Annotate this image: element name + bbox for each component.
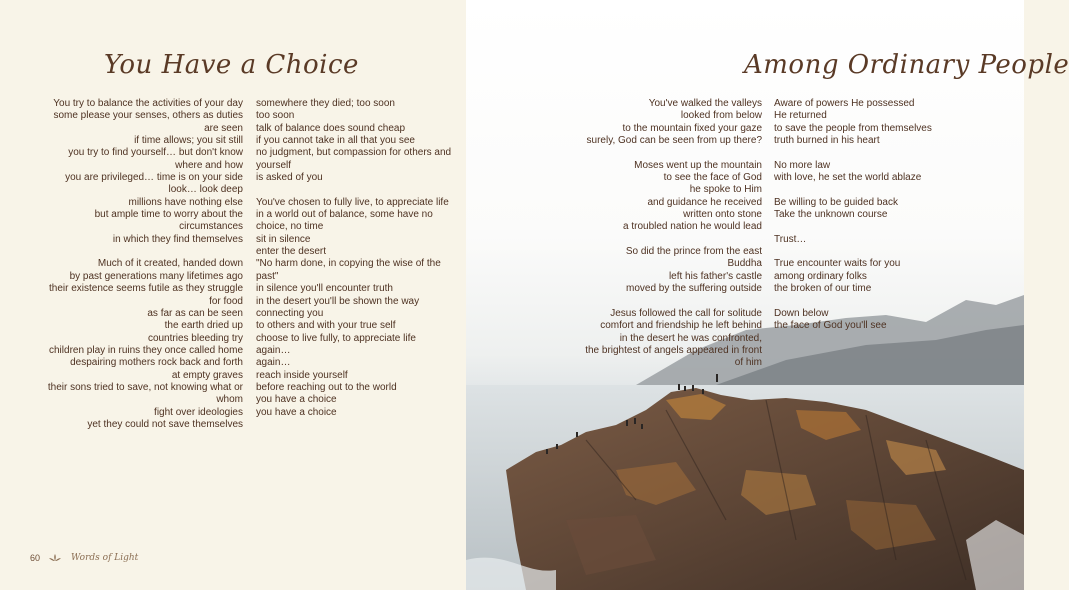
poem-line	[774, 221, 1004, 233]
poem-line: He returned	[774, 110, 827, 122]
poem-line: the broken of our time	[774, 283, 872, 295]
poem-line: millions have nothing else	[128, 196, 243, 208]
poem-line: True encounter waits for you	[774, 258, 901, 270]
poem-line: looked from below	[680, 110, 762, 122]
poem-line: choice, no time	[256, 221, 324, 233]
page-title-left: You Have a Choice	[104, 50, 359, 80]
poem-line: by past generations many lifetimes ago	[69, 270, 243, 282]
poem-line: of him	[734, 357, 762, 369]
poem-line: choose to live fully, to appreciate life	[256, 332, 416, 344]
poem-line: You've chosen to fully live, to appreciate life	[256, 196, 449, 208]
poem-line: to see the face of God	[663, 172, 762, 184]
poem-line: you have a choice	[256, 394, 337, 406]
poem-line: children play in ruins they once called home	[49, 344, 243, 356]
poem-line: moved by the suffering outside	[625, 283, 762, 295]
poem-line: "No harm done, in copying the wise of the	[256, 258, 441, 270]
poem-line: past"	[256, 270, 279, 282]
poem-line: is asked of you	[256, 172, 323, 184]
poem-line: some please your senses, others as duties	[53, 110, 243, 122]
poem-line: in a world out of balance, some have no	[256, 209, 433, 221]
poem-line: you try to find yourself… but don't know	[68, 147, 243, 159]
poem-line: Trust…	[774, 233, 807, 245]
poem-line: Down below	[774, 307, 829, 319]
poem-line: truth burned in his heart	[774, 135, 880, 147]
poem-line: left his father's castle	[668, 270, 762, 282]
poem-column-right-1	[540, 98, 762, 370]
poem-line: where and how	[175, 159, 243, 171]
poem-line	[774, 296, 1004, 308]
poem-line: their sons tried to save, not knowing what or	[47, 381, 243, 393]
poem-line: he spoke to Him	[689, 184, 762, 196]
poem-column-right-2	[774, 98, 1004, 333]
poem-column-left-2	[256, 98, 466, 419]
poem-line: surely, God can be seen from up there?	[586, 135, 762, 147]
page-footer	[30, 552, 138, 563]
poem-line: talk of balance does sound cheap	[256, 122, 405, 134]
poem-line	[774, 147, 1004, 159]
poem-line: look… look deep	[168, 184, 243, 196]
poem-line: if time allows; you sit still	[134, 135, 243, 147]
poem-line: the brightest of angels appeared in front	[585, 344, 762, 356]
poem-line: yourself	[256, 159, 292, 171]
poem-line: connecting you	[256, 307, 324, 319]
running-title: Words of Light	[71, 552, 139, 563]
poem-line: Much of it created, handed down	[97, 258, 243, 270]
poem-line: among ordinary folks	[774, 270, 867, 282]
lotus-icon	[49, 554, 61, 561]
poem-line: at empty graves	[171, 369, 243, 381]
poem-line: Aware of powers He possessed	[774, 98, 915, 109]
page-number: 60	[30, 552, 41, 563]
poem-line: sit in silence	[256, 233, 311, 245]
poem-line: So did the prince from the east	[625, 246, 762, 258]
poem-line: the face of God you'll see	[774, 320, 887, 332]
poem-line: are seen	[204, 122, 243, 134]
poem-line: to others and with your true self	[256, 320, 396, 332]
poem-line: to the mountain fixed your gaze	[622, 122, 762, 134]
poem-line: comfort and friendship he left behind	[600, 320, 762, 332]
poem-line: with love, he set the world ablaze	[774, 172, 922, 184]
poem-line: in the desert he was confronted,	[619, 332, 762, 344]
poem-line: circumstances	[179, 221, 243, 233]
poem-line	[540, 296, 762, 308]
poem-line: no judgment, but compassion for others and	[256, 147, 452, 159]
poem-line: before reaching out to the world	[256, 381, 397, 393]
poem-line	[774, 246, 1004, 258]
poem-line: enter the desert	[256, 246, 327, 258]
poem-line	[256, 184, 466, 196]
poem-line: the earth dried up	[164, 320, 243, 332]
poem-line: yet they could not save themselves	[87, 418, 243, 430]
poem-line: Buddha	[727, 258, 762, 270]
poem-line: in which they find themselves	[112, 233, 243, 245]
poem-line: but ample time to worry about the	[94, 209, 243, 221]
poem-line: if you cannot take in all that you see	[256, 135, 415, 147]
poem-line: in the desert you'll be shown the way	[256, 295, 420, 307]
poem-line: again…	[256, 344, 291, 356]
poem-line	[540, 147, 762, 159]
poem-line: again…	[256, 357, 291, 369]
poem-line: You try to balance the activities of your day	[53, 98, 243, 109]
poem-line: reach inside yourself	[256, 369, 348, 381]
poem-line: as far as can be seen	[147, 307, 243, 319]
page-title-right: Among Ordinary People	[744, 50, 1069, 80]
poem-line: countries bleeding try	[147, 332, 243, 344]
poem-line: in silence you'll encounter truth	[256, 283, 393, 295]
poem-line: and guidance he received	[647, 196, 762, 208]
poem-line: for food	[209, 295, 243, 307]
poem-line: whom	[216, 394, 243, 406]
poem-line: Be willing to be guided back	[774, 196, 898, 208]
poem-line	[540, 234, 762, 246]
poem-line: written onto stone	[683, 209, 762, 221]
poem-line	[774, 184, 1004, 196]
poem-line: fight over ideologies	[154, 406, 243, 418]
poem-line: their existence seems futile as they struggle	[49, 283, 243, 295]
poem-line: No more law	[774, 159, 831, 171]
poem-line: you are privileged… time is on your side	[65, 172, 243, 184]
poem-column-left-1	[30, 98, 243, 431]
poem-line: Jesus followed the call for solitude	[610, 307, 762, 319]
poem-line: too soon	[256, 110, 295, 122]
poem-line: You've walked the valleys	[648, 98, 762, 109]
poem-line: a troubled nation he would lead	[623, 221, 762, 233]
poem-line: Moses went up the mountain	[634, 159, 762, 171]
poem-line: despairing mothers rock back and forth	[70, 357, 243, 369]
poem-line: Take the unknown course	[774, 209, 888, 221]
poem-line: to save the people from themselves	[774, 122, 932, 134]
poem-line: somewhere they died; too soon	[256, 98, 395, 109]
poem-line: you have a choice	[256, 406, 337, 418]
poem-line	[30, 246, 243, 258]
